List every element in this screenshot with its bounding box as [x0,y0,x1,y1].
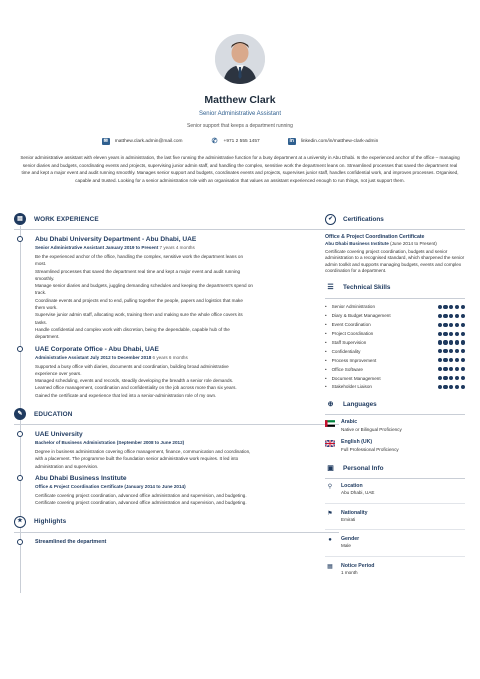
rating-dot [443,314,447,318]
skill-item [325,365,465,374]
rating-dot [455,314,459,318]
personal-info-item [325,483,465,497]
divider [325,298,465,299]
work-title: UAE Corporate Office - Abu Dhabi, UAE [35,345,159,353]
work-line: Managed scheduling, events and records, steadily developing the breadth a senior role demands. [35,378,234,384]
work-duration: 6 years 6 months [152,354,188,360]
work-entry [14,235,339,341]
personal-info-label: Nationality [341,509,368,516]
right-column [325,212,465,582]
rating-dot [455,385,459,389]
personal-info-header [325,461,465,475]
list-icon: ☰ [327,284,334,291]
rating-dot [461,314,465,318]
divider [325,503,465,504]
section-title: Technical Skills [343,284,391,291]
skill-item [325,338,465,347]
rating-dot [438,358,442,362]
globe-icon: ⊕ [327,400,334,408]
skill-item [325,356,465,365]
personal-info-value: 1 month [341,569,358,575]
rating-dot [455,305,459,309]
skill-rating [438,340,465,344]
calendar-icon: ▦ [327,563,333,570]
skill-item [325,329,465,338]
skill-item [325,311,465,320]
skill-rating [438,305,465,309]
work-entry [14,345,339,399]
skills-header [325,281,465,295]
phone-icon: ✆ [211,138,218,145]
rating-dot [443,332,447,336]
skills-list [325,303,465,392]
professional-summary: Senior administrative assistant with eleven years in administration, the last five running the administrative function for a busy department at a university in Abu Dhabi. Is the experienced anchor of the office – managing senior diaries and budgets, coordinating events and projects, supervising junior admin staff, and handling the complex, sensitive work the department leans on. Streamlined processes that saved the department real time and kept a major event and audit running smoothly. Manages senior support and budgets, coordinates events and projects, supervises junior staff, handles confidential work, and improves processes. Organised, capable and trusted. Looking for a senior administration role with an organisation that values an assistant experienced enough to run things, not just support them. [20,155,460,183]
rating-dot [461,358,465,362]
skill-rating [438,332,465,336]
work-line: track. [35,290,47,296]
section-title: Languages [343,400,377,408]
rating-dot [438,385,442,389]
certification-entry [325,234,465,275]
rating-dot [461,367,465,371]
skill-item [325,374,465,383]
rating-dot [438,323,442,327]
rating-dot [461,340,465,344]
education-line: administration and supervision. [35,463,99,469]
work-line: smoothly. [35,275,55,281]
certification-date: (June 2014 to Present) [390,241,437,246]
education-line: Certificate covering project coordination, advanced office administration and supervision, and budgeting. [35,492,247,498]
rating-dot [449,323,453,327]
work-line: Supervise junior admin staff, allocating work, training them and making sure the whole office covers its [35,312,243,318]
education-line: Certificate covering project coordination, advanced office administration and supervision, and budgeting. [35,500,247,506]
skill-name: • Office Software [325,367,363,372]
timeline-bullet [17,431,23,437]
phone-text: +971 2 555 1457 [223,139,260,144]
language-item [325,419,465,433]
uk-flag-icon [325,440,335,447]
language-level: Native or Bilingual Proficiency [341,427,402,433]
candidate-tagline: Senior support that keeps a department running [187,123,293,129]
skill-name: • Staff Supervision [325,340,366,345]
rating-dot [443,305,447,309]
skill-rating [438,385,465,389]
language-item [325,439,465,453]
education-entry [14,430,339,470]
divider [325,414,465,415]
personal-info-item [325,563,465,577]
work-line: tasks. [35,319,47,325]
linkedin-text: linkedin.com/in/matthew-clark-admin [300,139,379,144]
profile-photo [215,34,265,84]
work-experience-header [14,212,339,226]
rating-dot [449,385,453,389]
work-line: them work. [35,305,58,311]
rating-dot [438,305,442,309]
timeline-bullet [17,539,23,545]
skill-item [325,347,465,356]
section-title: Highlights [34,518,67,526]
skill-name: • Confidentiality [325,349,360,354]
briefcase-icon: ▤ [14,213,26,225]
rating-dot [461,385,465,389]
work-subtitle [35,244,339,251]
rating-dot [461,323,465,327]
skill-name: • Diary & Budget Management [325,313,391,318]
section-title: Certifications [343,215,384,223]
certification-description: Certificate covering project coordination, budgets and senior administration to a recognised standard, which sharpened the senior admin toolkit and supports managing budgets, events and complex coordination for a department. [325,248,465,273]
work-line: experience over years. [35,370,82,376]
section-title: Personal Info [343,464,384,472]
skill-item [325,383,465,392]
skill-rating [438,358,465,362]
work-role-dates: Senior Administrative Assistant January 2019 to Present [35,245,159,250]
contact-phone[interactable] [211,138,260,145]
skill-name: • Document Management [325,376,381,381]
contact-email[interactable] [102,138,183,145]
skill-name: • Event Coordination [325,322,371,327]
section-title: EDUCATION [34,410,73,418]
rating-dot [443,358,447,362]
skill-name: • Stakeholder Liaison [325,384,372,389]
candidate-role: Senior Administrative Assistant [198,111,282,117]
rating-dot [449,305,453,309]
skill-rating [438,323,465,327]
education-header [14,407,339,421]
linkedin-icon: in [289,138,294,144]
language-name: English (UK) [341,439,373,446]
education-line: with a placement. The programme built the foundation senior administrative work requires. It led into [35,456,239,462]
rating-dot [461,349,465,353]
timeline-bullet [17,475,23,481]
rating-dot [443,367,447,371]
personal-info-item [325,510,465,524]
divider [325,478,465,479]
rating-dot [455,340,459,344]
personal-info-value: Male [341,543,351,549]
skill-rating [438,314,465,318]
candidate-name: Matthew Clark [204,94,276,106]
work-line: Gained the certificate and experience that led into a senior-administration role of my own. [35,392,217,398]
highlight-item [14,538,339,547]
personal-info-label: Gender [341,536,360,543]
rating-dot [438,332,442,336]
graduation-cap-icon: ✎ [14,408,26,420]
work-line: Streamlined processes that saved the department real time and kept a major event and audit running [35,268,241,274]
skill-name: • Senior Administration [325,304,375,309]
work-line: Coordinate events and projects end to end, pulling together the people, papers and logistics that make [35,297,243,303]
skill-name: • Project Coordination [325,331,373,336]
skill-rating [438,367,465,371]
rating-dot [455,358,459,362]
rating-dot [443,323,447,327]
left-column [14,212,339,547]
work-title: Abu Dhabi University Department - Abu Dhabi, UAE [35,236,197,243]
email-text: matthew.clark.admin@mail.com [114,139,183,144]
certification-title: Office & Project Coordination Certificate [325,234,425,240]
rating-dot [461,332,465,336]
rating-dot [455,332,459,336]
section-title: WORK EXPERIENCE [34,215,99,223]
divider [325,229,465,230]
rating-dot [449,358,453,362]
rating-dot [443,340,447,344]
personal-info-label: Notice Period [341,562,375,569]
work-line: Manage senior diaries and budgets, juggling demanding schedules and keeping the department's spend on [35,283,253,289]
certification-issuer-name: Abu Dhabi Business Institute [325,241,389,246]
rating-dot [438,367,442,371]
divider [325,556,465,557]
languages-header [325,397,465,411]
timeline-bullet [17,236,23,242]
work-line: Be the experienced anchor of the office, handling the complex, sensitive work the department leans on [35,254,244,259]
education-line: Degree in business administration covering office management, finance, communication and coordination, [35,449,251,455]
rating-dot [461,376,465,380]
rating-dot [449,340,453,344]
divider [14,424,339,425]
personal-info-value: Emirati [341,516,356,522]
work-line: Learned office management, coordination and confidentiality on the job across more than six years. [35,385,237,391]
rating-dot [438,349,442,353]
certifications-header [325,212,465,226]
rating-dot [455,376,459,380]
language-name: Arabic [341,419,358,426]
contact-bar [0,138,480,145]
certificate-icon: ✔ [325,214,336,225]
education-title: UAE University [35,431,83,439]
person-icon: ● [328,537,332,544]
rating-dot [438,376,442,380]
work-line: most. [35,261,47,267]
work-line: department. [35,334,60,340]
work-line: Supported a busy office with diaries, documents and coordination, building broad administrative [35,363,229,369]
rating-dot [449,314,453,318]
work-duration: 7 years 4 months [159,245,195,250]
personal-info-label: Location [341,483,363,490]
rating-dot [455,323,459,327]
rating-dot [455,367,459,371]
divider [14,229,339,230]
highlight-text: Streamlined the department [35,538,107,545]
divider [325,529,465,530]
id-card-icon: ▣ [327,464,334,472]
uae-flag-icon [325,420,335,427]
rating-dot [449,332,453,336]
star-icon: ★ [14,516,26,528]
highlights-header [14,515,339,529]
rating-dot [449,376,453,380]
education-title: Abu Dhabi Business Institute [35,474,127,482]
rating-dot [455,349,459,353]
timeline-bullet [17,346,23,352]
skill-item [325,303,465,312]
skill-name: • Process Improvement [325,358,376,363]
email-icon: ✉ [103,138,108,144]
rating-dot [438,314,442,318]
rating-dot [438,340,442,344]
language-level: Full Professional Proficiency [341,447,399,453]
personal-info-item [325,536,465,550]
rating-dot [443,376,447,380]
certification-issuer [325,241,465,248]
rating-dot [449,349,453,353]
divider [14,532,339,533]
work-line: Handle confidential and complex work with discretion, being the dependable, capable hub of the [35,326,230,332]
education-subtitle: Office & Project Coordination Certificate (January 2014 to June 2014) [35,483,186,489]
skill-item [325,320,465,329]
contact-linkedin[interactable] [288,138,379,145]
education-entry [14,474,339,507]
work-role-dates: Administrative Assistant July 2012 to December 2018 [35,354,152,360]
rating-dot [443,385,447,389]
education-subtitle: Bachelor of Business Administration (September 2008 to June 2012) [35,440,185,446]
work-subtitle [35,354,339,361]
personal-info-value: Abu Dhabi, UAE [341,490,375,496]
skill-rating [438,349,465,353]
skill-rating [438,376,465,380]
rating-dot [461,305,465,309]
flag-icon: ⚑ [327,510,333,517]
location-icon: ⚲ [327,484,333,491]
rating-dot [449,367,453,371]
rating-dot [443,349,447,353]
